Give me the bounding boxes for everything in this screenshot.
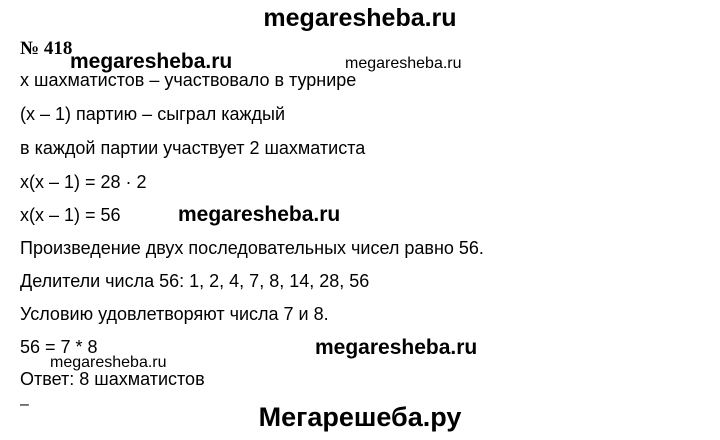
watermark-1: megaresheba.ru [70, 50, 233, 73]
watermark-5: megaresheba.ru [315, 336, 478, 359]
solution-line-5: x(x – 1) = 56 [20, 205, 121, 225]
solution-answer-line: Ответ: 8 шахматистов [20, 369, 205, 389]
trailing-dash: – [20, 396, 29, 413]
watermark-4: megaresheba.ru [50, 354, 167, 371]
solution-line-3: в каждой партии участвует 2 шахматиста [20, 138, 366, 158]
watermark-3: megaresheba.ru [178, 203, 341, 226]
solution-line-4: x(x – 1) = 28 · 2 [20, 172, 147, 192]
site-footer-title: Мегарешеба.ру [258, 402, 462, 432]
watermark-2: megaresheba.ru [345, 55, 462, 72]
solution-line-9: 56 = 7 * 8 [20, 337, 98, 357]
solution-line-8: Условию удовлетворяют числа 7 и 8. [20, 304, 329, 324]
site-header-title: megaresheba.ru [263, 4, 457, 32]
solution-line-7: Делители числа 56: 1, 2, 4, 7, 8, 14, 28, 56 [20, 271, 370, 291]
solution-line-1: x шахматистов – участвовало в турнире [20, 70, 357, 90]
problem-number: № 418 [20, 38, 73, 59]
solution-line-6: Произведение двух последовательных чисел равно 56. [20, 238, 484, 258]
solution-line-2: (x – 1) партию – сыграл каждый [20, 104, 286, 124]
